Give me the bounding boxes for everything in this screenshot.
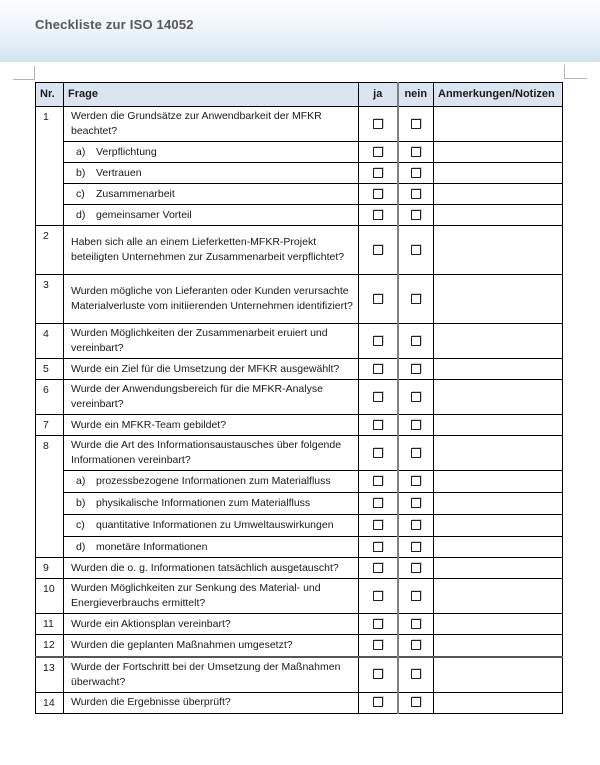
notes-cell[interactable]	[434, 275, 563, 324]
nein-checkbox-unchecked[interactable]	[411, 498, 421, 508]
question-text: Wurde die Art des Informationsaustausches über folgende Informationen vereinbart?	[71, 439, 342, 466]
row-number: 3	[36, 275, 64, 324]
nein-cell	[398, 471, 434, 493]
margin-crop-mark-right-horizontal	[565, 78, 587, 79]
sub-question-cell	[64, 515, 359, 537]
table-row	[36, 324, 563, 359]
sub-item-letter: d)	[76, 208, 86, 221]
row-number: 6	[36, 380, 64, 415]
nein-cell	[398, 142, 434, 163]
ja-checkbox-unchecked[interactable]	[373, 640, 383, 650]
table-row	[36, 558, 563, 579]
question-text: Werden die Grundsätze zur Anwendbarkeit der MFKR beachtet?	[71, 110, 322, 137]
question-cell	[64, 614, 359, 635]
table-row	[36, 579, 563, 614]
ja-checkbox-unchecked[interactable]	[373, 245, 383, 255]
question-cell	[64, 275, 359, 324]
nein-cell	[398, 579, 434, 614]
table-row	[36, 184, 563, 205]
sub-item-letter: a)	[76, 145, 86, 158]
notes-cell[interactable]	[434, 537, 563, 558]
row-number: 13	[36, 657, 64, 693]
notes-cell[interactable]	[434, 471, 563, 493]
notes-cell[interactable]	[434, 558, 563, 579]
table-row	[36, 359, 563, 380]
question-text: gemeinsamer Vorteil	[96, 208, 192, 221]
question-text: Wurden die Ergebnisse überprüft?	[71, 696, 231, 708]
ja-cell	[359, 142, 398, 163]
ja-checkbox-unchecked[interactable]	[373, 392, 383, 402]
notes-cell[interactable]	[434, 657, 563, 693]
question-cell	[64, 380, 359, 415]
ja-cell	[359, 614, 398, 635]
nein-cell	[398, 380, 434, 415]
ja-checkbox-unchecked[interactable]	[373, 448, 383, 458]
column-header-nein: nein	[398, 83, 434, 107]
ja-checkbox-unchecked[interactable]	[373, 168, 383, 178]
ja-checkbox-unchecked[interactable]	[373, 336, 383, 346]
row-number: 8	[36, 436, 64, 558]
sub-question-cell	[64, 493, 359, 515]
ja-cell	[359, 635, 398, 657]
question-text: prozessbezogene Informationen zum Materialfluss	[96, 475, 331, 487]
ja-checkbox-unchecked[interactable]	[373, 364, 383, 374]
notes-cell[interactable]	[434, 692, 563, 713]
nein-cell	[398, 184, 434, 205]
nein-checkbox-unchecked[interactable]	[411, 336, 421, 346]
notes-cell[interactable]	[434, 163, 563, 184]
nein-cell	[398, 558, 434, 579]
nein-cell	[398, 324, 434, 359]
sub-item-letter: b)	[76, 497, 86, 509]
table-header-row	[36, 83, 563, 107]
nein-checkbox-unchecked[interactable]	[411, 364, 421, 374]
ja-checkbox-unchecked[interactable]	[373, 542, 383, 552]
question-cell	[64, 226, 359, 275]
column-header-nr: Nr.	[36, 83, 64, 107]
ja-checkbox-unchecked[interactable]	[373, 563, 383, 573]
ja-cell	[359, 692, 398, 713]
nein-checkbox-unchecked[interactable]	[411, 669, 421, 679]
nein-cell	[398, 107, 434, 142]
column-header-anmerkungen: Anmerkungen/Notizen	[434, 83, 563, 107]
ja-cell	[359, 380, 398, 415]
nein-checkbox-unchecked[interactable]	[411, 542, 421, 552]
sub-question-cell	[64, 163, 359, 184]
ja-checkbox-unchecked[interactable]	[373, 669, 383, 679]
notes-cell[interactable]	[434, 226, 563, 275]
notes-cell[interactable]	[434, 579, 563, 614]
nein-checkbox-unchecked[interactable]	[411, 640, 421, 650]
question-text: Wurden die geplanten Maßnahmen umgesetzt?	[71, 638, 293, 651]
nein-cell	[398, 436, 434, 471]
question-cell	[64, 359, 359, 380]
table-row	[36, 692, 563, 713]
nein-checkbox-unchecked[interactable]	[411, 245, 421, 255]
question-cell	[64, 558, 359, 579]
nein-cell	[398, 537, 434, 558]
table-row	[36, 142, 563, 163]
table-row	[36, 415, 563, 436]
question-text: quantitative Informationen zu Umweltauswirkungen	[96, 519, 334, 531]
page-title: Checkliste zur ISO 14052	[35, 17, 194, 32]
sub-question-cell	[64, 471, 359, 493]
row-number: 2	[36, 226, 64, 275]
question-text: Wurde ein Ziel für die Umsetzung der MFKR ausgewählt?	[71, 362, 340, 375]
ja-cell	[359, 226, 398, 275]
margin-crop-mark-left-horizontal	[13, 79, 35, 80]
nein-checkbox-unchecked[interactable]	[411, 147, 421, 157]
question-text: Wurde ein Aktionsplan vereinbart?	[71, 617, 231, 630]
question-cell	[64, 107, 359, 142]
question-text: Wurde der Fortschritt bei der Umsetzung der Maßnahmen überwacht?	[71, 660, 341, 688]
nein-checkbox-unchecked[interactable]	[411, 697, 421, 707]
ja-checkbox-unchecked[interactable]	[373, 420, 383, 430]
notes-cell[interactable]	[434, 614, 563, 635]
question-cell	[64, 436, 359, 471]
nein-cell	[398, 635, 434, 657]
ja-cell	[359, 537, 398, 558]
sub-item-letter: b)	[76, 166, 86, 179]
nein-checkbox-unchecked[interactable]	[411, 420, 421, 430]
question-text: physikalische Informationen zum Materialfluss	[96, 497, 311, 509]
question-text: Wurde ein MFKR-Team gebildet?	[71, 418, 227, 431]
ja-cell	[359, 415, 398, 436]
ja-cell	[359, 471, 398, 493]
table-row	[36, 537, 563, 558]
nein-checkbox-unchecked[interactable]	[411, 448, 421, 458]
question-text: Zusammenarbeit	[96, 187, 175, 200]
nein-cell	[398, 692, 434, 713]
table-row	[36, 163, 563, 184]
ja-cell	[359, 184, 398, 205]
margin-crop-mark-right-vertical	[564, 65, 565, 79]
question-text: Haben sich alle an einem Lieferketten-MFKR-Projekt beteiligten Unternehmen zur Zusammenarbeit verpflichtet?	[71, 236, 345, 263]
ja-checkbox-unchecked[interactable]	[373, 294, 383, 304]
table-row	[36, 493, 563, 515]
notes-cell[interactable]	[434, 436, 563, 471]
ja-checkbox-unchecked[interactable]	[373, 520, 383, 530]
sub-question-cell	[64, 537, 359, 558]
ja-checkbox-unchecked[interactable]	[373, 476, 383, 486]
question-text: Vertrauen	[96, 166, 142, 179]
table-row	[36, 275, 563, 324]
row-number: 7	[36, 415, 64, 436]
ja-cell	[359, 493, 398, 515]
nein-checkbox-unchecked[interactable]	[411, 476, 421, 486]
nein-checkbox-unchecked[interactable]	[411, 210, 421, 220]
ja-cell	[359, 558, 398, 579]
row-number: 14	[36, 692, 64, 713]
sub-question-cell	[64, 142, 359, 163]
notes-cell[interactable]	[434, 515, 563, 537]
notes-cell[interactable]	[434, 493, 563, 515]
ja-cell	[359, 436, 398, 471]
table-row	[36, 107, 563, 142]
nein-checkbox-unchecked[interactable]	[411, 119, 421, 129]
question-text: Verpflichtung	[96, 145, 157, 158]
nein-cell	[398, 515, 434, 537]
nein-checkbox-unchecked[interactable]	[411, 619, 421, 629]
row-number: 9	[36, 558, 64, 579]
margin-crop-mark-left-vertical	[34, 66, 35, 80]
row-number: 11	[36, 614, 64, 635]
nein-checkbox-unchecked[interactable]	[411, 294, 421, 304]
nein-cell	[398, 205, 434, 226]
ja-cell	[359, 205, 398, 226]
nein-checkbox-unchecked[interactable]	[411, 189, 421, 199]
nein-checkbox-unchecked[interactable]	[411, 591, 421, 601]
nein-cell	[398, 359, 434, 380]
notes-cell[interactable]	[434, 205, 563, 226]
row-number: 5	[36, 359, 64, 380]
nein-cell	[398, 275, 434, 324]
table-row	[36, 471, 563, 493]
notes-cell[interactable]	[434, 142, 563, 163]
notes-cell[interactable]	[434, 415, 563, 436]
row-number: 4	[36, 324, 64, 359]
ja-checkbox-unchecked[interactable]	[373, 210, 383, 220]
nein-cell	[398, 163, 434, 184]
sub-item-letter: c)	[76, 519, 85, 531]
iso-checklist-table	[35, 82, 563, 714]
column-header-ja: ja	[359, 83, 398, 107]
sub-item-letter: a)	[76, 475, 86, 487]
column-header-frage: Frage	[64, 83, 359, 107]
ja-checkbox-unchecked[interactable]	[373, 498, 383, 508]
notes-cell[interactable]	[434, 107, 563, 142]
nein-cell	[398, 657, 434, 693]
ja-checkbox-unchecked[interactable]	[373, 619, 383, 629]
question-cell	[64, 579, 359, 614]
table-row	[36, 205, 563, 226]
nein-checkbox-unchecked[interactable]	[411, 168, 421, 178]
ja-cell	[359, 359, 398, 380]
question-text: Wurden die o. g. Informationen tatsächlich ausgetauscht?	[71, 561, 339, 574]
question-text: Wurden Möglichkeiten zur Senkung des Material- und Energieverbrauchs ermittelt?	[71, 582, 321, 609]
notes-cell[interactable]	[434, 635, 563, 657]
ja-cell	[359, 579, 398, 614]
sub-item-letter: d)	[76, 540, 86, 553]
table-row	[36, 657, 563, 693]
ja-cell	[359, 657, 398, 693]
notes-cell[interactable]	[434, 324, 563, 359]
nein-cell	[398, 415, 434, 436]
question-cell	[64, 324, 359, 359]
question-text: monetäre Informationen	[96, 540, 208, 553]
nein-cell	[398, 226, 434, 275]
ja-cell	[359, 324, 398, 359]
table-row	[36, 614, 563, 635]
notes-cell[interactable]	[434, 380, 563, 415]
sub-question-cell	[64, 184, 359, 205]
table-row	[36, 380, 563, 415]
ja-checkbox-unchecked[interactable]	[373, 697, 383, 707]
ja-checkbox-unchecked[interactable]	[373, 189, 383, 199]
question-cell	[64, 415, 359, 436]
row-number: 1	[36, 107, 64, 226]
sub-question-cell	[64, 205, 359, 226]
nein-cell	[398, 493, 434, 515]
question-text: Wurde der Anwendungsbereich für die MFKR-Analyse vereinbart?	[71, 383, 323, 410]
ja-cell	[359, 107, 398, 142]
table-row	[36, 515, 563, 537]
nein-checkbox-unchecked[interactable]	[411, 520, 421, 530]
table-row	[36, 635, 563, 657]
ja-cell	[359, 515, 398, 537]
question-cell	[64, 635, 359, 657]
ja-checkbox-unchecked[interactable]	[373, 591, 383, 601]
ja-cell	[359, 163, 398, 184]
table-row	[36, 436, 563, 471]
row-number: 12	[36, 635, 64, 657]
sub-item-letter: c)	[76, 187, 85, 200]
ja-checkbox-unchecked[interactable]	[373, 147, 383, 157]
ja-cell	[359, 275, 398, 324]
notes-cell[interactable]	[434, 359, 563, 380]
nein-checkbox-unchecked[interactable]	[411, 392, 421, 402]
nein-checkbox-unchecked[interactable]	[411, 563, 421, 573]
question-cell	[64, 692, 359, 713]
nein-cell	[398, 614, 434, 635]
question-text: Wurden mögliche von Lieferanten oder Kunden verursachte Materialverluste vom initiierenden Unternehmen identifiziert?	[71, 285, 353, 312]
question-text: Wurden Möglichkeiten der Zusammenarbeit eruiert und vereinbart?	[71, 327, 328, 354]
table-row	[36, 226, 563, 275]
question-cell	[64, 657, 359, 693]
notes-cell[interactable]	[434, 184, 563, 205]
ja-checkbox-unchecked[interactable]	[373, 119, 383, 129]
row-number: 10	[36, 579, 64, 614]
